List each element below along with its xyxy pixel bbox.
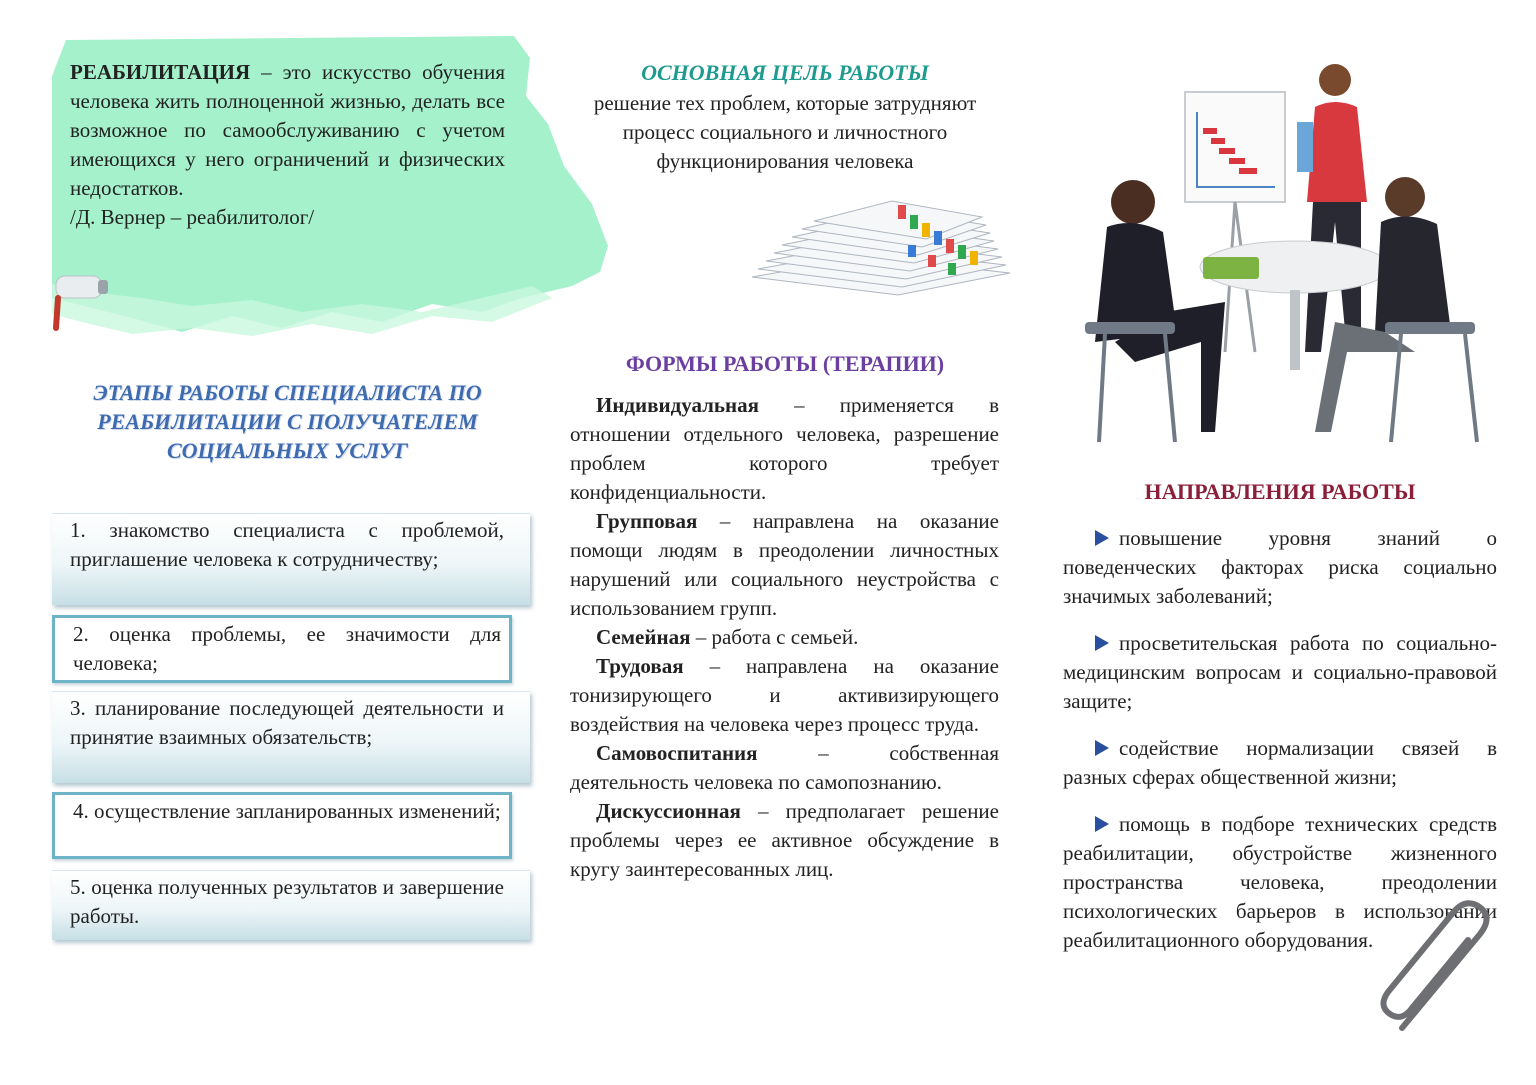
stage-item-3: 3. планирование последующей деятельности и принятие взаимных обязательств; <box>52 691 530 783</box>
rehabilitation-definition <box>70 58 505 232</box>
stages-title: ЭТАПЫ РАБОТЫ СПЕЦИАЛИСТА ПО РЕАБИЛИТАЦИИ С ПОЛУЧАТЕЛЕМ СОЦИАЛЬНЫХ УСЛУГ <box>93 380 482 463</box>
form-desc: – направлена на оказание помощи людям в преодолении личностных нарушений или социального неустройства с использованием групп. <box>570 509 999 620</box>
paint-roller-icon <box>48 268 118 338</box>
form-name: Семейная <box>596 625 691 649</box>
stage-item-5: 5. оценка полученных результатов и завершение работы. <box>52 870 530 940</box>
form-item <box>570 507 999 623</box>
paperclip-icon <box>1372 900 1502 1040</box>
form-desc: – применяется в отношении отдельного человека, разрешение проблем которого требует конфиденциальности. <box>570 393 999 504</box>
forms-title: ФОРМЫ РАБОТЫ (ТЕРАПИИ) <box>625 351 945 376</box>
triangle-bullet-icon <box>1095 816 1109 832</box>
stage-item-1: 1. знакомство специалиста с проблемой, приглашение человека к сотрудничеству; <box>52 513 530 605</box>
form-name: Индивидуальная <box>596 393 759 417</box>
direction-item <box>1063 629 1497 716</box>
forms-list <box>570 391 999 884</box>
triangle-bullet-icon <box>1095 635 1109 651</box>
form-item <box>570 623 999 652</box>
direction-text: повышение уровня знаний о поведенческих факторах риска социально значимых заболеваний; <box>1063 526 1497 608</box>
definition-text: – это искусство обучения человека жить полноценной жизнью, делать все возможное по самообслуживанию с учетом имеющихся у него ограничений и физических недостатков. <box>70 60 506 200</box>
triangle-bullet-icon <box>1095 530 1109 546</box>
form-item <box>570 391 999 507</box>
form-item <box>570 739 999 797</box>
stage-item-4: 4. осуществление запланированных изменений; <box>52 792 512 859</box>
triangle-bullet-icon <box>1095 740 1109 756</box>
form-desc: – собственная деятельность человека по самопознанию. <box>570 741 999 794</box>
form-name: Самовоспитания <box>596 741 758 765</box>
goal-text: решение тех проблем, которые затрудняют процесс социального и личностного функционирования человека <box>593 91 977 173</box>
form-desc: – направлена на оказание тонизирующего и активизирующего воздействия на человека через процесс труда. <box>570 654 999 736</box>
form-name: Трудовая <box>596 654 684 678</box>
form-item <box>570 797 999 884</box>
form-item <box>570 652 999 739</box>
direction-text: содействие нормализации связей в разных сферах общественной жизни; <box>1063 736 1497 789</box>
direction-item <box>1063 524 1497 611</box>
direction-text: помощь в подборе технических средств реабилитации, обустройстве жизненного пространства человека, преодолении психологических барьеров в использовании реабилитационного оборудования. <box>1063 812 1497 952</box>
quote-author: /Д. Вернер – реабилитолог/ <box>70 205 315 229</box>
paper-stack-illustration <box>748 185 1013 310</box>
direction-item <box>1063 734 1497 792</box>
definition-term: РЕАБИЛИТАЦИЯ <box>70 60 251 84</box>
direction-text: просветительская работа по социально-медицинским вопросам и социально-правовой защите; <box>1063 631 1497 713</box>
stage-item-2: 2. оценка проблемы, ее значимости для человека; <box>52 615 512 683</box>
business-meeting-illustration <box>1085 52 1495 452</box>
form-desc: – предполагает решение проблемы через ее активное обсуждение в кругу заинтересованных лиц. <box>570 799 999 881</box>
directions-title: НАПРАВЛЕНИЯ РАБОТЫ <box>1144 479 1416 504</box>
form-name: Групповая <box>596 509 698 533</box>
goal-title: ОСНОВНАЯ ЦЕЛЬ РАБОТЫ <box>641 60 929 85</box>
form-desc: – работа с семьей. <box>690 625 859 649</box>
form-name: Дискуссионная <box>596 799 741 823</box>
